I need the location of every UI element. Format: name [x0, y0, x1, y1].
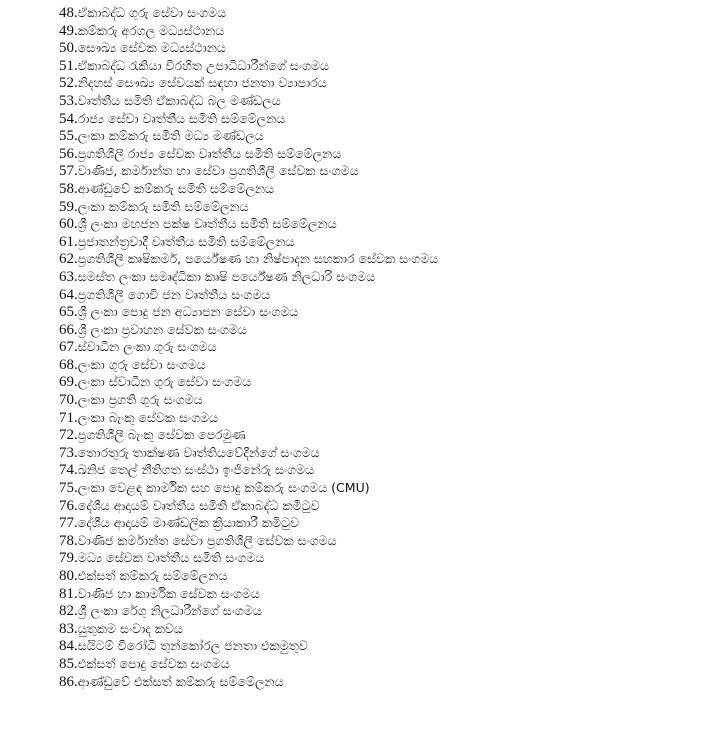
organization-name: සයිටම් විරෝධී තුන්කෝරල ජනතා එකමුතුව: [77, 638, 308, 654]
item-number: 75.: [59, 480, 78, 497]
item-number: 65.: [59, 304, 78, 321]
item-number: 83.: [59, 620, 78, 637]
list-item: [59, 549, 699, 567]
list-item: [59, 426, 699, 444]
list-item: [59, 338, 699, 356]
organization-name: එක්සත් කම්කරු සම්මේලනය: [77, 568, 228, 583]
list-item: [59, 303, 699, 321]
organization-name: වාණිජ කර්මාන්ත සේවා ප්‍රගතිශීලී සේවක සංගමය: [77, 532, 337, 548]
list-item: [59, 497, 699, 515]
item-number: 81.: [59, 585, 78, 602]
list-item: [59, 268, 699, 286]
item-number: 60.: [59, 216, 78, 233]
item-number: 62.: [59, 251, 78, 268]
organization-name: ලංකා බැංකු සේවක සංගමය: [77, 409, 219, 425]
organization-name: වෘත්තීය සමිති ඒකාබද්ධ බල මණ්ඩලය: [77, 92, 281, 108]
list-item: [59, 145, 699, 163]
item-number: 71.: [59, 409, 78, 426]
organization-name: වාණිජ, කර්මාන්ත හා සේවා ප්‍රගතිශීලී සේවක සංගමය: [77, 163, 359, 179]
organization-name: ලංකා කම්කරු සමිති මධ්‍ය මණ්ඩලය: [77, 128, 264, 144]
list-item: [59, 514, 699, 532]
organization-list: [59, 4, 699, 690]
item-number: 61.: [59, 233, 78, 250]
item-number: 70.: [59, 392, 78, 409]
list-item: [59, 57, 699, 75]
list-item: [59, 532, 699, 550]
item-number: 52.: [59, 75, 78, 92]
organization-name: ප්‍රගතිශීලී රාජ්‍ය සේවක වෘත්තීය සමිති සම්මේලනය: [77, 145, 342, 161]
item-number: 85.: [59, 655, 78, 672]
organization-name: ලංකා වෙළඳ කාර්මික සහ පොදු කම්කරු සංගමය (CMU): [77, 480, 370, 496]
list-item: [59, 198, 699, 216]
list-item: [59, 286, 699, 304]
organization-name: ඒකාබද්ධ ගුරු සේවා සංගමය: [77, 5, 227, 20]
item-number: 86.: [59, 673, 78, 690]
item-number: 66.: [59, 321, 78, 338]
list-item: [59, 127, 699, 145]
organization-name: තොරතුරු තාක්ෂණ වෘත්තියවේදීන්ගේ සංගමය: [77, 444, 320, 460]
organization-name: සමස්ත ලංකා සමෘද්ධිකා කෘෂි පර්යේෂණ නිලධාරි සංගමය: [77, 268, 376, 284]
item-number: 50.: [59, 40, 78, 57]
organization-name: මධ්‍ය සේවක වෘත්තීය සමිති සංගමය: [77, 550, 265, 566]
item-number: 84.: [59, 638, 78, 655]
item-number: 79.: [59, 550, 78, 567]
item-number: 56.: [59, 145, 78, 162]
organization-name: ප්‍රගතිශීලී කෘෂිකර්ම, පර්යේෂණ හා නිෂ්පාදන සහකාර සේවක සංගමය: [77, 251, 439, 267]
organization-name: ප්‍රගතිශීලී බැංකු සේවක පෙරමුණ: [77, 427, 246, 443]
list-item: [59, 585, 699, 603]
list-item: [59, 92, 699, 110]
item-number: 78.: [59, 532, 78, 549]
organization-name: දේශීය ආදායම් මාණ්ඩලික ක්‍රියාකාරී කමිටුව: [77, 515, 299, 531]
item-number: 73.: [59, 444, 78, 461]
organization-name: කම්කරු අරගල මධ්‍යස්ථානය: [77, 22, 225, 38]
organization-name: ප්‍රජාතන්ත්‍රවාදී වෘත්තීය සමිති සම්මේලනය: [77, 233, 295, 249]
list-item: [59, 22, 699, 40]
organization-name: දේශීය ආදායම් වෘත්තීය සමිති ඒකාබද්ධ කමිටුව: [77, 497, 320, 513]
organization-name: ඛනිජ තෙල් නීතිගත සංස්ථා ඉංජිනේරු සංගමය: [77, 462, 315, 478]
list-item: [59, 461, 699, 479]
list-item: [59, 391, 699, 409]
item-number: 48.: [59, 5, 78, 21]
item-number: 57.: [59, 163, 78, 180]
organization-name: ආණ්ඩුවේ කම්කරු සමිති සම්මේලනය: [77, 180, 275, 196]
list-item: [59, 233, 699, 251]
organization-name: ලංකා ස්වාධීන ගුරු සේවා සංගමය: [77, 374, 252, 390]
list-item: [59, 250, 699, 268]
list-item: [59, 444, 699, 462]
item-number: 76.: [59, 497, 78, 514]
item-number: 59.: [59, 198, 78, 215]
item-number: 68.: [59, 356, 78, 373]
list-item: [59, 567, 699, 585]
item-number: 55.: [59, 128, 78, 145]
organization-name: ශ්‍රී ලංකා රේගු නිලධාරීන්ගේ සංගමය: [77, 603, 262, 619]
organization-name: ලංකා කම්කරු සමිති සම්මේලනය: [77, 198, 249, 214]
organization-name: නිදහස් සෞඛ්‍ය සේවයක් සඳහා ජනතා ව්‍යාපාරය: [77, 75, 327, 91]
organization-name: වාණිජ හා කාර්මික සේවක සංගමය: [77, 585, 260, 601]
list-item: [59, 673, 699, 691]
list-item: [59, 479, 699, 497]
item-number: 82.: [59, 603, 78, 620]
organization-name: ශ්‍රී ලංකා මහජන පක්ෂ වෘත්තීය සමිති සම්මේලනය: [77, 216, 337, 232]
item-number: 67.: [59, 339, 78, 356]
organization-name: සෞඛ්‍ය සේවක මධ්‍යස්ථානය: [77, 40, 226, 56]
list-item: [59, 321, 699, 339]
item-number: 53.: [59, 92, 78, 109]
item-number: 64.: [59, 286, 78, 303]
list-item: [59, 162, 699, 180]
organization-name: ලංකා ප්‍රගති ගුරු සංගමය: [77, 392, 203, 408]
item-number: 77.: [59, 515, 78, 532]
list-item: [59, 655, 699, 673]
item-number: 80.: [59, 568, 78, 584]
organization-name: ස්වාධීන ලංකා ගුරු සංගමය: [77, 339, 217, 355]
item-number: 63.: [59, 268, 78, 285]
list-item: [59, 356, 699, 374]
organization-name: ඒකාබද්ධ රැකියා විරහිත උපාධිධාරීන්ගේ සංගමය: [77, 57, 329, 73]
organization-name: යුතුකම සංවාද කවය: [77, 620, 183, 636]
item-number: 54.: [59, 110, 78, 127]
list-item: [59, 110, 699, 128]
item-number: 49.: [59, 22, 78, 39]
list-item: [59, 602, 699, 620]
item-number: 69.: [59, 374, 78, 391]
organization-name: ශ්‍රී ලංකා ප්‍රවාහන සේවක සංගමය: [77, 321, 247, 337]
item-number: 72.: [59, 427, 78, 444]
list-item: [59, 637, 699, 655]
list-item: [59, 215, 699, 233]
list-item: [59, 373, 699, 391]
organization-name: ශ්‍රී ලංකා පොදු ජන අධ්‍යාපන සේවා සංගමය: [77, 304, 299, 320]
organization-name: රාජ්‍ය සේවා වෘත්තීය සමිති සම්මේලනය: [77, 110, 286, 126]
item-number: 74.: [59, 462, 78, 479]
list-item: [59, 409, 699, 427]
organization-name: ආණ්ඩුවේ එක්සත් කම්කරු සම්මේලනය: [77, 673, 284, 689]
organization-name: ලංකා ගුරු සේවා සංගමය: [77, 356, 206, 372]
organization-name: ප්‍රගතිශීලී ගොවි ජන වෘත්තීය සංගමය: [77, 286, 271, 302]
list-item: [59, 74, 699, 92]
organization-name: එක්සත් පොදු සේවක සංගමය: [77, 655, 230, 671]
item-number: 58.: [59, 180, 78, 197]
list-item: [59, 4, 699, 22]
list-item: [59, 39, 699, 57]
item-number: 51.: [59, 57, 78, 74]
list-item: [59, 620, 699, 638]
list-item: [59, 180, 699, 198]
